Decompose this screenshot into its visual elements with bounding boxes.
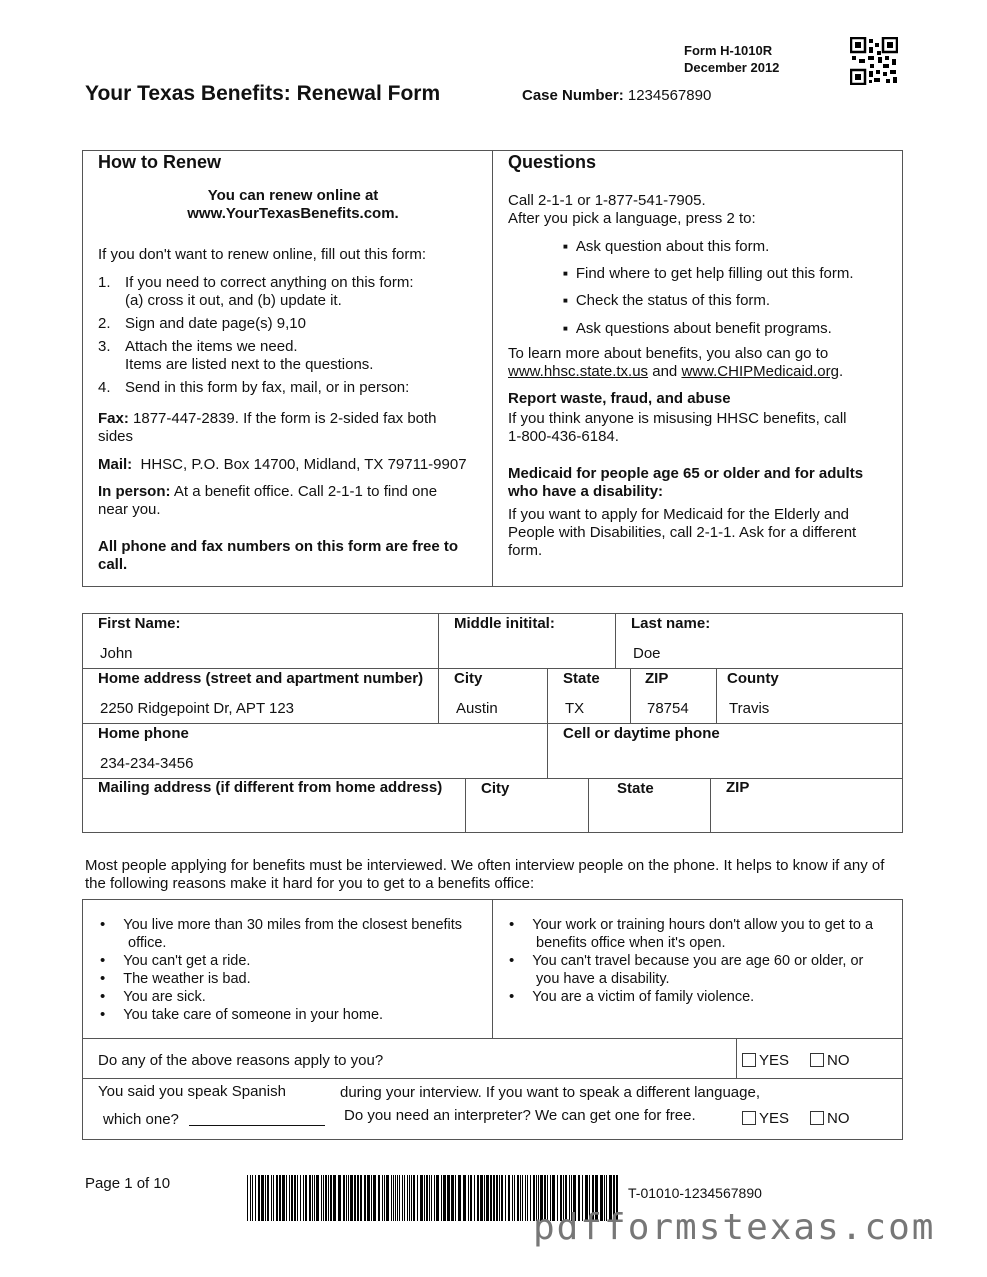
mail-state-label: State [617,780,654,797]
medicaid-text: If you want to apply for Medicaid for the Elderly and People with Disabilities, call 2-1-1. Ask for a different form. [508,506,857,559]
page-title: Your Texas Benefits: Renewal Form [85,82,441,105]
county-field[interactable]: Travis [729,700,770,717]
in-person-info: In person: At a benefit office. Call 2-1-1 to find one near you. [98,483,438,518]
interpreter-yes-option[interactable]: YES [742,1110,789,1128]
last-name-label: Last name: [631,615,711,632]
barcode-text: T-01010-1234567890 [628,1185,762,1201]
case-number-label: Case Number: [522,87,624,104]
county-label: County [727,670,779,687]
form-date: December 2012 [684,60,780,75]
interview-intro: Most people applying for benefits must be interviewed. We often interview people on the phone. It helps to know if any of the following reasons make it hard for you to get to a benefits office: [85,857,885,892]
case-number-value: 1234567890 [627,87,712,104]
question-bullet: ■ Check the status of this form. [563,292,771,309]
reason-item: • You can't travel because you are age 60 or older, or [509,952,864,969]
step-4: 4. Send in this form by fax, mail, or in person: [98,379,410,396]
mail-city-field[interactable] [481,800,581,828]
left-reasons: • You live more than 30 miles from the closest benefits office. • You can't get a ride. • The weather is bad. • You are sick. • You take care of someone in your home. [100,916,463,1023]
step-3: 3. Attach the items we need. Items are listed next to the questions. [98,338,374,373]
reason-item: • You can't get a ride. [100,952,251,969]
reasons-yes-option[interactable]: YES [742,1052,789,1070]
city-label: City [454,670,483,687]
info-divider [492,150,493,587]
reason-item: • You are a victim of family violence. [509,988,755,1005]
state-label: State [563,670,600,687]
spoken-language-field[interactable]: Spanish [231,1083,286,1100]
step-2: 2. Sign and date page(s) 9,10 [98,315,306,332]
qr-code-icon [850,37,898,85]
language-suffix: during your interview. If you want to speak a different language, [340,1084,760,1101]
waste-heading: Report waste, fraud, and abuse [508,390,731,407]
yes-checkbox[interactable] [742,1111,756,1125]
reasons-no-option[interactable]: NO [810,1052,850,1070]
home-phone-label: Home phone [98,725,189,742]
hhsc-link[interactable]: www.hhsc.state.tx.us [508,363,649,380]
mail-zip-label: ZIP [726,779,750,796]
zip-label: ZIP [645,670,669,687]
interpreter-no-option[interactable]: NO [810,1110,850,1128]
interpreter-question: Do you need an interpreter? We can get one for free. [344,1107,696,1124]
questions-press-line: After you pick a language, press 2 to: [508,210,756,227]
mail-city-label: City [481,780,510,797]
renew-online-link[interactable]: www.YourTexasBenefits.com. [187,205,399,222]
last-name-field[interactable]: Doe [633,645,661,662]
cell-phone-label: Cell or daytime phone [563,725,720,742]
zip-field[interactable]: 78754 [647,700,689,717]
questions-heading: Questions [508,152,597,172]
home-address-field[interactable]: 2250 Ridgepoint Dr, APT 123 [100,700,295,717]
how-to-renew-heading: How to Renew [98,152,222,172]
home-address-label: Home address (street and apartment number) [98,670,424,687]
mailing-address-label: Mailing address (if different from home address) [98,779,443,796]
reason-item: • You are sick. [100,988,206,1005]
home-phone-field[interactable]: 234-234-3456 [100,755,194,772]
waste-text: If you think anyone is misusing HHSC benefits, call 1-800-436-6184. [508,410,847,445]
first-name-label: First Name: [98,615,181,632]
form-id: Form H-1010R [684,43,773,58]
reason-item: • Your work or training hours don't allow you to get to a [509,916,874,933]
which-language-field[interactable] [189,1111,325,1126]
mail-state-field[interactable] [617,800,705,828]
no-checkbox[interactable] [810,1111,824,1125]
fax-info: Fax: 1877-447-2839. If the form is 2-sided fax both sides [98,410,437,445]
page-number: Page 1 of 10 [85,1175,171,1192]
mailing-address-field[interactable] [98,800,458,828]
cell-phone-field[interactable] [565,755,885,773]
free-call-note: All phone and fax numbers on this form are free to call. [98,538,459,573]
step-1: 1. If you need to correct anything on this form: (a) cross it out, and (b) update it. [98,274,414,309]
yes-checkbox[interactable] [742,1053,756,1067]
middle-initial-label: Middle initital: [454,615,555,632]
language-line: You said you speak Spanish [98,1083,286,1100]
no-checkbox[interactable] [810,1053,824,1067]
case-number [522,87,711,104]
state-field[interactable]: TX [565,700,585,717]
reasons-question: Do any of the above reasons apply to you? [98,1052,384,1069]
questions-call-line: Call 2-1-1 or 1-877-541-7905. [508,192,706,209]
chip-medicaid-link[interactable]: www.CHIPMedicaid.org [681,363,839,380]
medicaid-heading: Medicaid for people age 65 or older and for adults who have a disability: [508,465,864,500]
renew-online-line1: You can renew online at [207,187,379,204]
first-name-field[interactable]: John [100,645,133,662]
right-reasons: • Your work or training hours don't allow you to get to a benefits office when it's open. • You can't travel because you are age 60 or older, or you have a disability. • You are a victim of family violence. [509,916,874,1005]
which-language: which one? [103,1111,325,1129]
middle-initial-field[interactable] [456,645,606,663]
reason-item: • The weather is bad. [100,970,251,987]
watermark: pdfformstexas.com [533,1207,936,1248]
question-bullet: ■ Find where to get help filling out this form. [563,265,854,282]
reason-item: • You live more than 30 miles from the closest benefits [100,916,463,933]
question-bullet: ■ Ask question about this form. [563,238,770,255]
renew-intro: If you don't want to renew online, fill out this form: [98,246,427,263]
mail-info: Mail: HHSC, P.O. Box 14700, Midland, TX 79711-9907 [98,456,467,473]
question-bullet: ■ Ask questions about benefit programs. [563,320,832,337]
learn-more: To learn more about benefits, you also can go to www.hhsc.state.tx.us and www.CHIPMedicaid.org. [508,345,844,380]
reason-item: • You take care of someone in your home. [100,1006,384,1023]
city-field[interactable]: Austin [456,700,498,717]
mail-zip-field[interactable] [726,800,896,828]
